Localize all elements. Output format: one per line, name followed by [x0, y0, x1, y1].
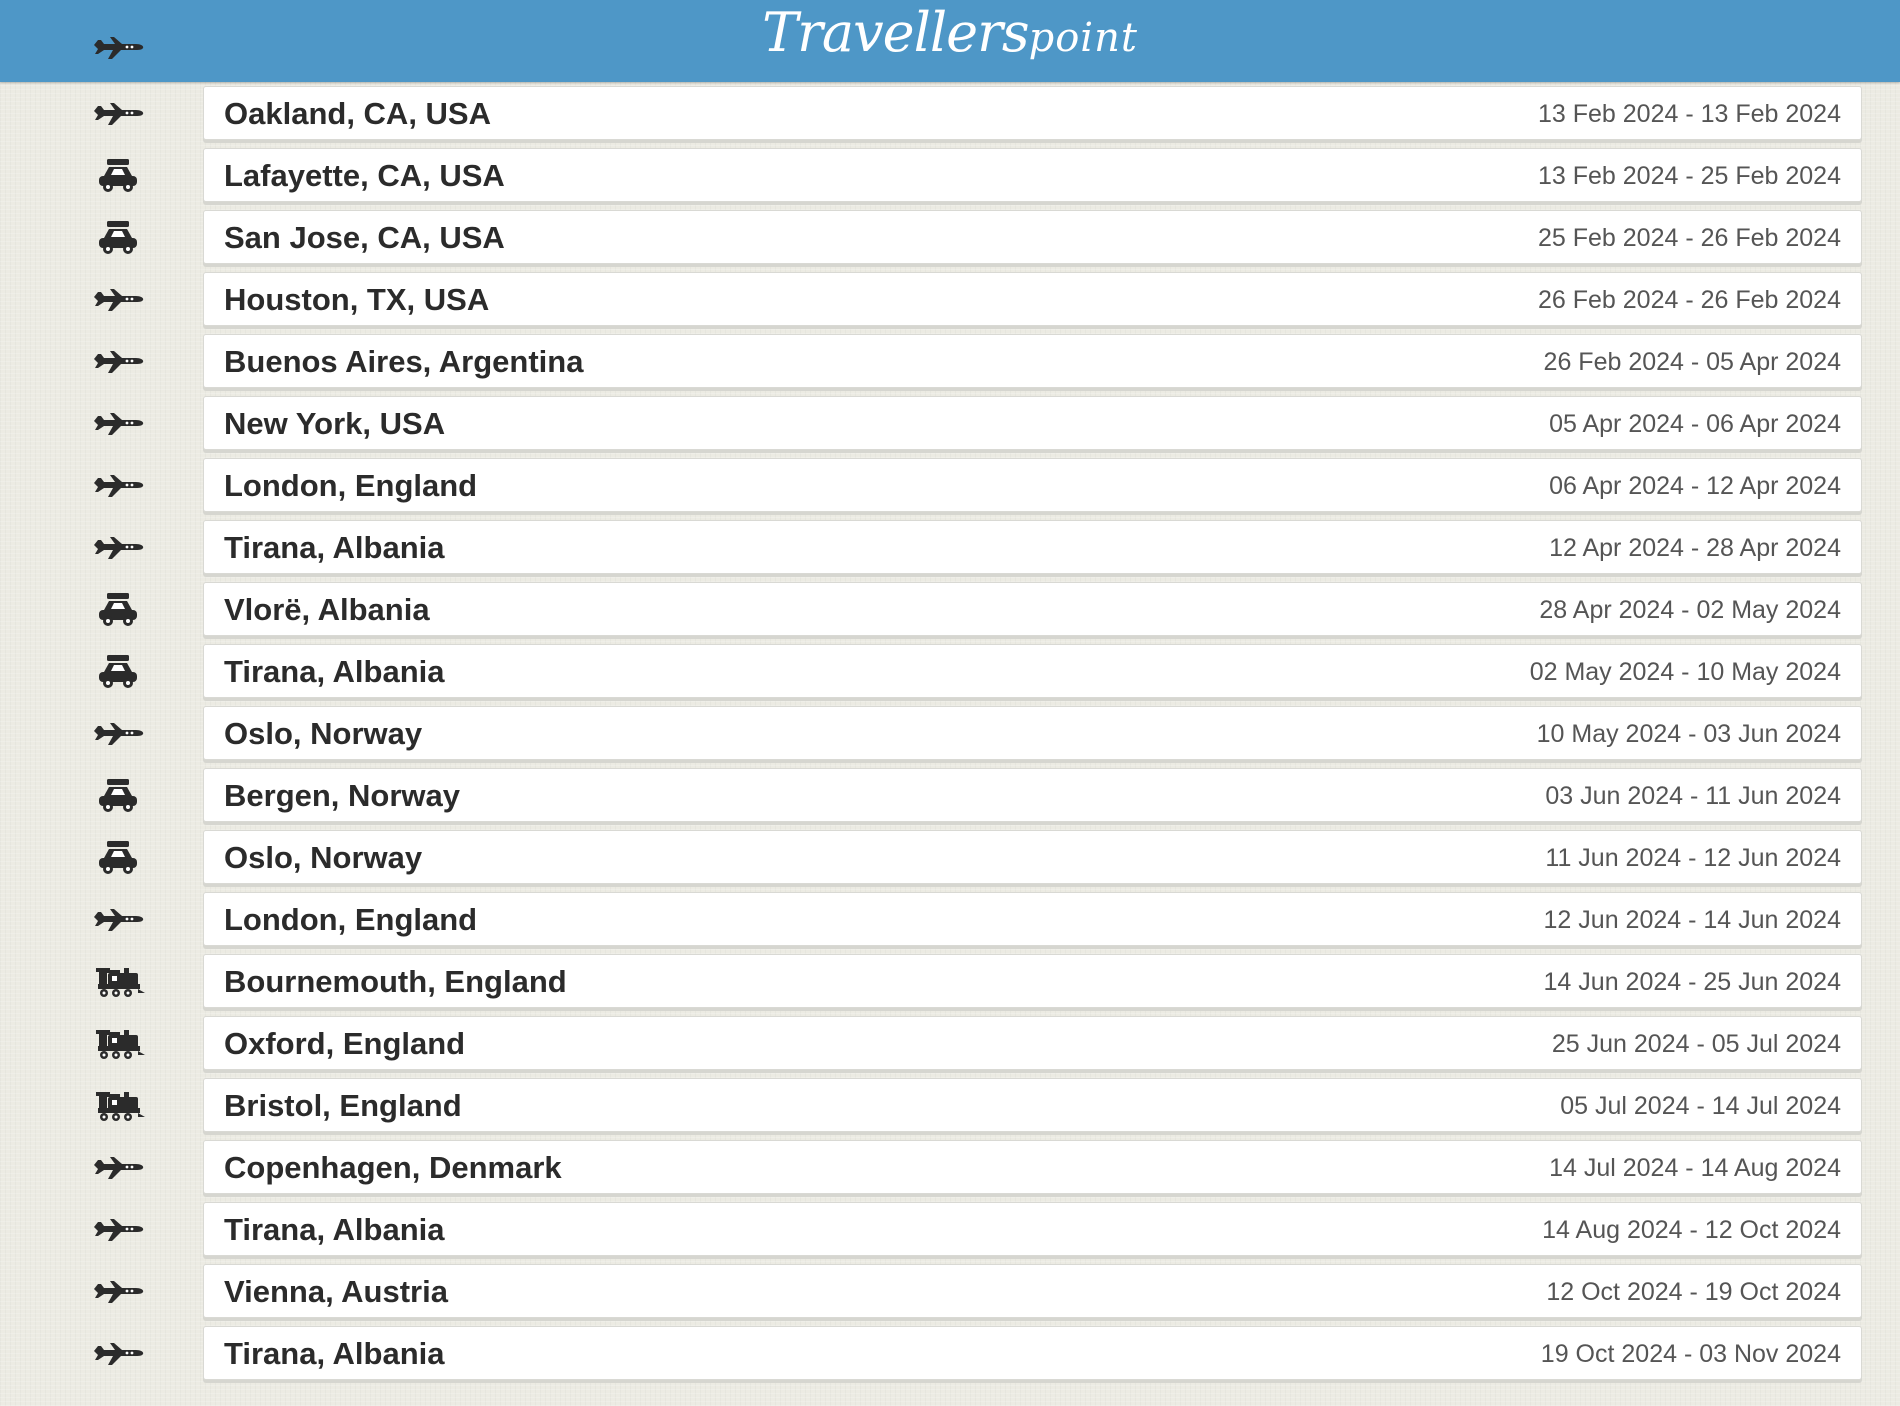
trip-row	[0, 1140, 1900, 1202]
trip-dates: 13 Feb 2024 - 25 Feb 2024	[1537, 162, 1841, 190]
trip-dates: 02 May 2024 - 10 May 2024	[1529, 658, 1841, 686]
car-icon	[88, 776, 148, 816]
trip-stop-card[interactable]	[203, 1264, 1862, 1318]
trip-dates: 10 May 2024 - 03 Jun 2024	[1536, 720, 1841, 748]
trip-dates: 06 Apr 2024 - 12 Apr 2024	[1549, 472, 1841, 500]
trip-dates: 19 Oct 2024 - 03 Nov 2024	[1540, 1340, 1841, 1368]
trip-dates: 14 Jul 2024 - 14 Aug 2024	[1549, 1154, 1841, 1182]
trip-stop-card[interactable]	[203, 396, 1862, 450]
trip-dates: 25 Feb 2024 - 26 Feb 2024	[1537, 224, 1841, 252]
trip-place: Tirana, Albania	[224, 654, 445, 689]
trip-dates: 28 Apr 2024 - 02 May 2024	[1539, 596, 1841, 624]
trip-stop-card[interactable]	[203, 830, 1862, 884]
trip-place: Vlorë, Albania	[224, 592, 430, 627]
trip-dates: 12 Oct 2024 - 19 Oct 2024	[1546, 1278, 1841, 1306]
trip-row	[0, 148, 1900, 210]
trip-row	[0, 830, 1900, 892]
trip-stop-card[interactable]	[203, 1078, 1862, 1132]
trip-place: Buenos Aires, Argentina	[224, 344, 584, 379]
trip-dates: 05 Apr 2024 - 06 Apr 2024	[1549, 410, 1841, 438]
trip-stop-card[interactable]	[203, 892, 1862, 946]
trip-stop-card[interactable]	[203, 86, 1862, 140]
trip-row	[0, 1016, 1900, 1078]
trip-dates: 26 Feb 2024 - 26 Feb 2024	[1537, 286, 1841, 314]
trip-row	[0, 706, 1900, 768]
trip-place: London, England	[224, 902, 478, 937]
plane-icon	[88, 404, 148, 444]
trip-place: Tirana, Albania	[224, 530, 445, 565]
trip-place: Lafayette, CA, USA	[224, 158, 505, 193]
trip-row	[0, 458, 1900, 520]
trip-row	[0, 86, 1900, 148]
trip-dates: 05 Jul 2024 - 14 Jul 2024	[1560, 1092, 1841, 1120]
train-icon	[88, 962, 148, 1002]
plane-icon	[88, 1272, 148, 1312]
trip-place: Bristol, England	[224, 1088, 462, 1123]
trip-stop-card[interactable]	[203, 210, 1862, 264]
trip-place: Vienna, Austria	[224, 1274, 448, 1309]
train-icon	[88, 1024, 148, 1064]
trip-dates: 26 Feb 2024 - 05 Apr 2024	[1543, 348, 1841, 376]
trip-stop-card[interactable]	[203, 1140, 1862, 1194]
trip-stop-card[interactable]	[203, 644, 1862, 698]
trip-stop-card[interactable]	[203, 1202, 1862, 1256]
trip-stop-card[interactable]	[203, 768, 1862, 822]
plane-icon	[88, 1334, 148, 1374]
trip-stop-card[interactable]	[203, 520, 1862, 574]
trip-stop-card[interactable]	[203, 272, 1862, 326]
trip-place: Houston, TX, USA	[224, 282, 490, 317]
logo-tail: point	[1028, 15, 1138, 61]
trip-place: Tirana, Albania	[224, 1336, 445, 1371]
trip-row	[0, 1326, 1900, 1388]
trip-stop-card[interactable]	[203, 334, 1862, 388]
trip-stop-card[interactable]	[203, 458, 1862, 512]
trip-row	[0, 272, 1900, 334]
trip-place: Bournemouth, England	[224, 964, 567, 999]
trip-row	[0, 210, 1900, 272]
trip-dates: 03 Jun 2024 - 11 Jun 2024	[1545, 782, 1841, 810]
train-icon	[88, 1086, 148, 1126]
plane-icon	[88, 466, 148, 506]
trip-place: Bergen, Norway	[224, 778, 461, 813]
trip-row	[0, 520, 1900, 582]
trip-dates: 14 Aug 2024 - 12 Oct 2024	[1542, 1216, 1841, 1244]
trip-place: Oslo, Norway	[224, 716, 423, 751]
trip-dates: 12 Apr 2024 - 28 Apr 2024	[1549, 534, 1841, 562]
trip-place: Oxford, England	[224, 1026, 466, 1061]
plane-icon	[88, 900, 148, 940]
trip-stop-card[interactable]	[203, 706, 1862, 760]
travellerspoint-logo[interactable]	[0, 2, 1900, 64]
trip-row	[0, 768, 1900, 830]
car-icon	[88, 590, 148, 630]
trip-stop-card[interactable]	[203, 954, 1862, 1008]
site-header	[0, 0, 1900, 82]
plane-icon	[88, 342, 148, 382]
car-icon	[88, 218, 148, 258]
plane-icon	[88, 528, 148, 568]
trip-dates: 12 Jun 2024 - 14 Jun 2024	[1543, 906, 1841, 934]
trip-place: Oakland, CA, USA	[224, 96, 491, 131]
trip-dates: 25 Jun 2024 - 05 Jul 2024	[1551, 1030, 1841, 1058]
trip-stop-card[interactable]	[203, 582, 1862, 636]
trip-row	[0, 334, 1900, 396]
plane-icon	[88, 714, 148, 754]
trip-place: London, England	[224, 468, 478, 503]
trip-row	[0, 954, 1900, 1016]
plane-icon	[88, 1210, 148, 1250]
trip-row	[0, 1264, 1900, 1326]
trip-place: Tirana, Albania	[224, 1212, 445, 1247]
trip-row	[0, 396, 1900, 458]
trip-row	[0, 582, 1900, 644]
plane-icon	[88, 1148, 148, 1188]
trip-row	[0, 1078, 1900, 1140]
trip-dates: 13 Feb 2024 - 13 Feb 2024	[1537, 100, 1841, 128]
trip-place: Copenhagen, Denmark	[224, 1150, 562, 1185]
trip-row	[0, 1202, 1900, 1264]
trip-place: San Jose, CA, USA	[224, 220, 505, 255]
plane-icon	[88, 94, 148, 134]
trip-place: New York, USA	[224, 406, 446, 441]
trip-row	[0, 892, 1900, 954]
trip-stop-card[interactable]	[203, 1326, 1862, 1380]
car-icon	[88, 838, 148, 878]
trip-dates: 14 Jun 2024 - 25 Jun 2024	[1543, 968, 1841, 996]
trip-stop-card[interactable]	[203, 1016, 1862, 1070]
trip-dates: 11 Jun 2024 - 12 Jun 2024	[1545, 844, 1841, 872]
trip-place: Oslo, Norway	[224, 840, 423, 875]
trip-row	[0, 644, 1900, 706]
trip-stop-card[interactable]	[203, 148, 1862, 202]
car-icon	[88, 652, 148, 692]
plane-icon	[88, 280, 148, 320]
logo-main: Travellers	[762, 1, 1029, 64]
car-icon	[88, 156, 148, 196]
